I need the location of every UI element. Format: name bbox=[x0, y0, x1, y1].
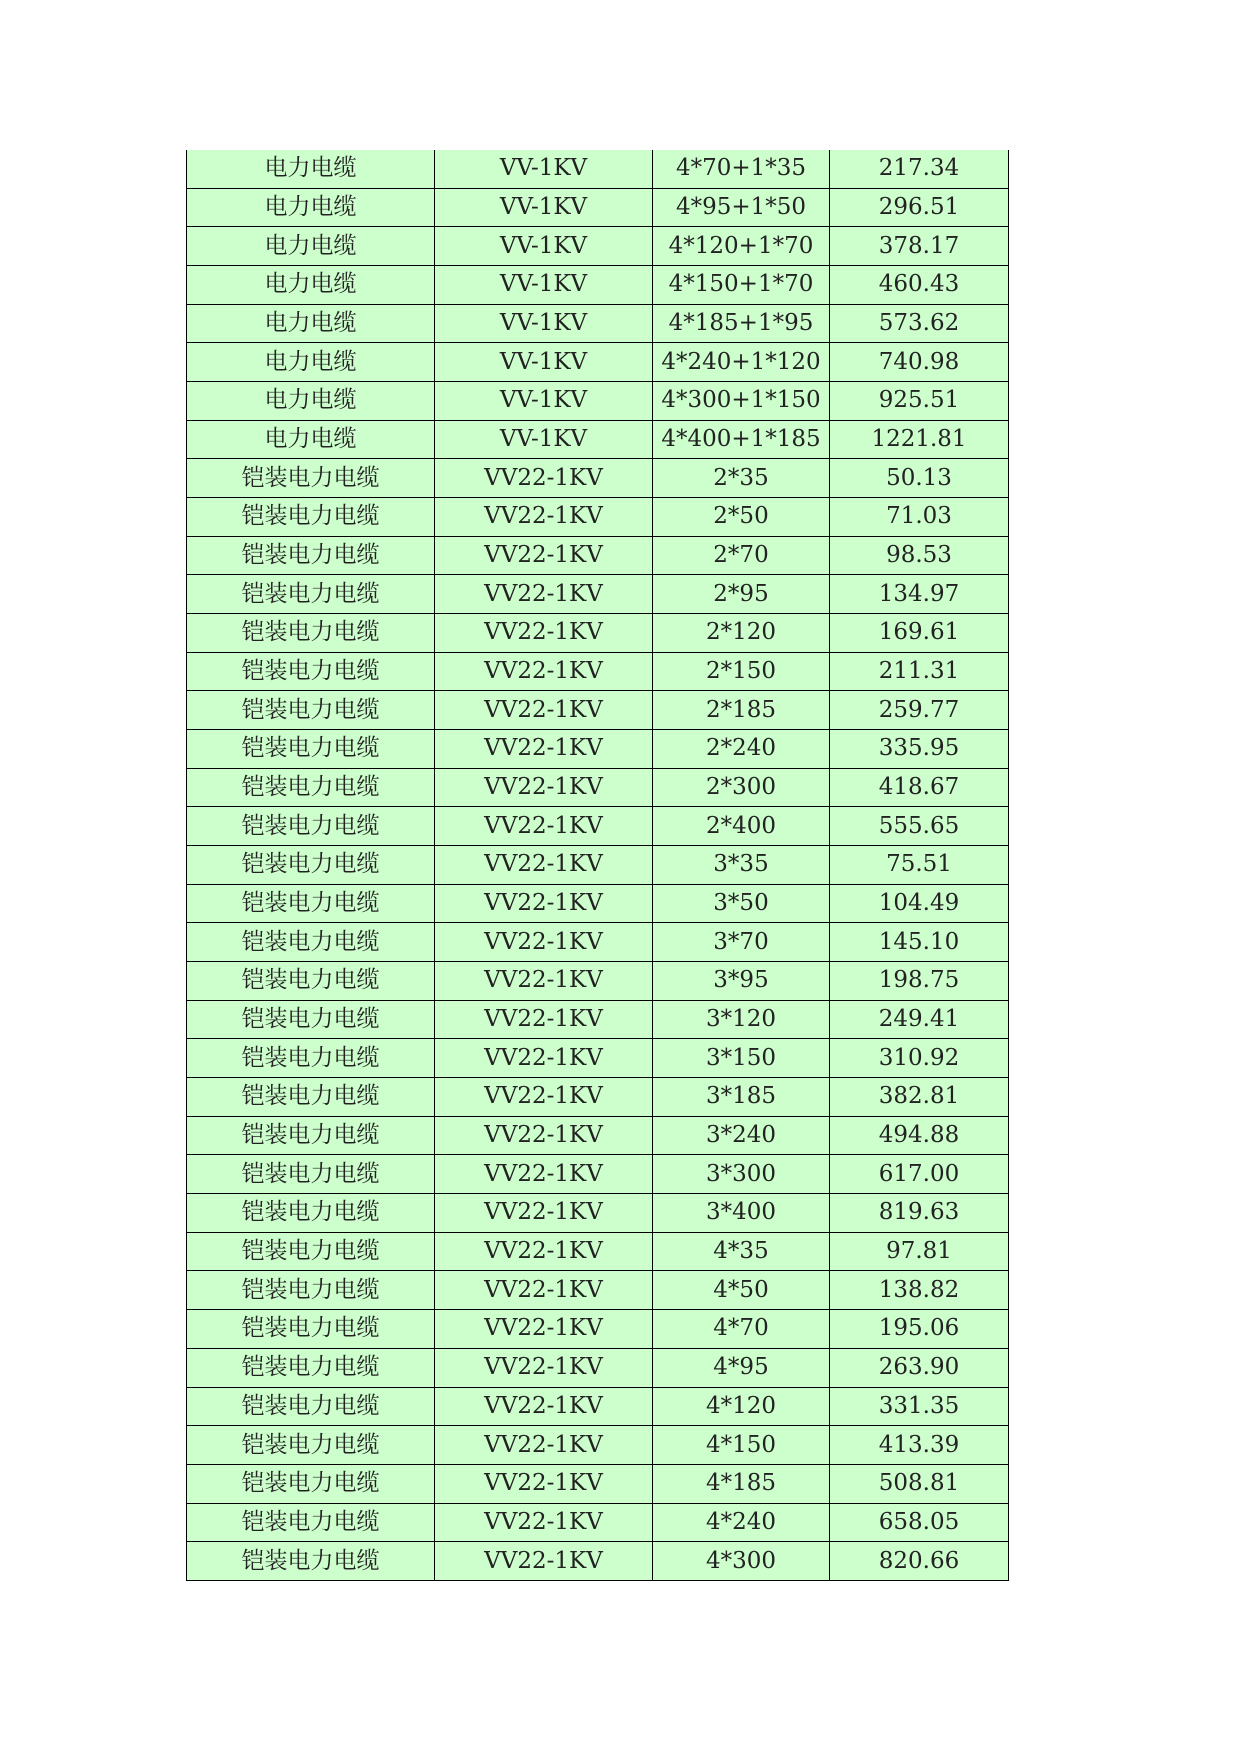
cable-name-cell: 铠装电力电缆 bbox=[187, 846, 435, 885]
specification-cell: 4*300 bbox=[653, 1542, 830, 1581]
specification-cell: 4*240 bbox=[653, 1503, 830, 1542]
cable-name-cell: 电力电缆 bbox=[187, 304, 435, 343]
model-cell: VV22-1KV bbox=[435, 1348, 653, 1387]
cable-name-cell: 电力电缆 bbox=[187, 150, 435, 188]
table-row bbox=[187, 923, 1009, 962]
cable-name-cell: 铠装电力电缆 bbox=[187, 1194, 435, 1233]
cable-name-cell: 铠装电力电缆 bbox=[187, 1348, 435, 1387]
table-row bbox=[187, 807, 1009, 846]
specification-cell: 2*400 bbox=[653, 807, 830, 846]
price-cell: 555.65 bbox=[830, 807, 1009, 846]
table-row bbox=[187, 459, 1009, 498]
model-cell: VV22-1KV bbox=[435, 1039, 653, 1078]
table-row bbox=[187, 962, 1009, 1001]
cable-name-cell: 铠装电力电缆 bbox=[187, 459, 435, 498]
specification-cell: 2*240 bbox=[653, 730, 830, 769]
table-row bbox=[187, 1387, 1009, 1426]
table-row bbox=[187, 884, 1009, 923]
price-cell: 460.43 bbox=[830, 266, 1009, 305]
price-cell: 134.97 bbox=[830, 575, 1009, 614]
model-cell: VV22-1KV bbox=[435, 768, 653, 807]
cable-name-cell: 铠装电力电缆 bbox=[187, 1232, 435, 1271]
model-cell: VV-1KV bbox=[435, 343, 653, 382]
table-row bbox=[187, 1542, 1009, 1581]
model-cell: VV-1KV bbox=[435, 227, 653, 266]
table-row bbox=[187, 150, 1009, 188]
table-row bbox=[187, 652, 1009, 691]
specification-cell: 4*35 bbox=[653, 1232, 830, 1271]
price-cell: 418.67 bbox=[830, 768, 1009, 807]
table-row bbox=[187, 1232, 1009, 1271]
model-cell: VV22-1KV bbox=[435, 691, 653, 730]
price-cell: 198.75 bbox=[830, 962, 1009, 1001]
specification-cell: 3*95 bbox=[653, 962, 830, 1001]
table-row bbox=[187, 1503, 1009, 1542]
cable-name-cell: 铠装电力电缆 bbox=[187, 1387, 435, 1426]
model-cell: VV-1KV bbox=[435, 188, 653, 227]
specification-cell: 4*150 bbox=[653, 1426, 830, 1465]
price-cell: 211.31 bbox=[830, 652, 1009, 691]
cable-name-cell: 电力电缆 bbox=[187, 266, 435, 305]
cable-name-cell: 铠装电力电缆 bbox=[187, 575, 435, 614]
cable-name-cell: 铠装电力电缆 bbox=[187, 652, 435, 691]
model-cell: VV-1KV bbox=[435, 150, 653, 188]
specification-cell: 2*150 bbox=[653, 652, 830, 691]
model-cell: VV22-1KV bbox=[435, 1310, 653, 1349]
model-cell: VV22-1KV bbox=[435, 884, 653, 923]
specification-cell: 4*95+1*50 bbox=[653, 188, 830, 227]
price-cell: 378.17 bbox=[830, 227, 1009, 266]
cable-name-cell: 铠装电力电缆 bbox=[187, 923, 435, 962]
model-cell: VV22-1KV bbox=[435, 575, 653, 614]
table-row bbox=[187, 420, 1009, 459]
cable-name-cell: 铠装电力电缆 bbox=[187, 1078, 435, 1117]
model-cell: VV22-1KV bbox=[435, 962, 653, 1001]
table-row bbox=[187, 1155, 1009, 1194]
specification-cell: 4*240+1*120 bbox=[653, 343, 830, 382]
cable-name-cell: 铠装电力电缆 bbox=[187, 768, 435, 807]
price-cell: 573.62 bbox=[830, 304, 1009, 343]
specification-cell: 4*70+1*35 bbox=[653, 150, 830, 188]
model-cell: VV-1KV bbox=[435, 266, 653, 305]
model-cell: VV22-1KV bbox=[435, 1542, 653, 1581]
cable-name-cell: 铠装电力电缆 bbox=[187, 536, 435, 575]
model-cell: VV-1KV bbox=[435, 382, 653, 421]
model-cell: VV22-1KV bbox=[435, 730, 653, 769]
specification-cell: 4*400+1*185 bbox=[653, 420, 830, 459]
price-cell: 217.34 bbox=[830, 150, 1009, 188]
model-cell: VV22-1KV bbox=[435, 1116, 653, 1155]
model-cell: VV22-1KV bbox=[435, 498, 653, 537]
specification-cell: 2*95 bbox=[653, 575, 830, 614]
cable-name-cell: 铠装电力电缆 bbox=[187, 884, 435, 923]
model-cell: VV22-1KV bbox=[435, 1426, 653, 1465]
price-cell: 169.61 bbox=[830, 614, 1009, 653]
price-cell: 97.81 bbox=[830, 1232, 1009, 1271]
price-cell: 617.00 bbox=[830, 1155, 1009, 1194]
cable-name-cell: 铠装电力电缆 bbox=[187, 614, 435, 653]
price-cell: 331.35 bbox=[830, 1387, 1009, 1426]
specification-cell: 4*185 bbox=[653, 1464, 830, 1503]
model-cell: VV22-1KV bbox=[435, 923, 653, 962]
price-cell: 382.81 bbox=[830, 1078, 1009, 1117]
specification-cell: 3*240 bbox=[653, 1116, 830, 1155]
model-cell: VV22-1KV bbox=[435, 614, 653, 653]
cable-name-cell: 铠装电力电缆 bbox=[187, 1464, 435, 1503]
price-cell: 658.05 bbox=[830, 1503, 1009, 1542]
table-row bbox=[187, 498, 1009, 537]
cable-name-cell: 铠装电力电缆 bbox=[187, 1039, 435, 1078]
table-row bbox=[187, 304, 1009, 343]
table-row bbox=[187, 1000, 1009, 1039]
table-row bbox=[187, 1426, 1009, 1465]
price-cell: 145.10 bbox=[830, 923, 1009, 962]
model-cell: VV22-1KV bbox=[435, 536, 653, 575]
specification-cell: 4*120+1*70 bbox=[653, 227, 830, 266]
cable-price-table bbox=[186, 150, 1009, 1581]
cable-name-cell: 铠装电力电缆 bbox=[187, 498, 435, 537]
price-cell: 263.90 bbox=[830, 1348, 1009, 1387]
model-cell: VV22-1KV bbox=[435, 1271, 653, 1310]
cable-name-cell: 铠装电力电缆 bbox=[187, 1116, 435, 1155]
price-cell: 819.63 bbox=[830, 1194, 1009, 1233]
specification-cell: 4*300+1*150 bbox=[653, 382, 830, 421]
cable-name-cell: 铠装电力电缆 bbox=[187, 962, 435, 1001]
model-cell: VV22-1KV bbox=[435, 1194, 653, 1233]
price-cell: 820.66 bbox=[830, 1542, 1009, 1581]
specification-cell: 4*95 bbox=[653, 1348, 830, 1387]
cable-name-cell: 铠装电力电缆 bbox=[187, 730, 435, 769]
price-cell: 508.81 bbox=[830, 1464, 1009, 1503]
price-cell: 1221.81 bbox=[830, 420, 1009, 459]
specification-cell: 2*120 bbox=[653, 614, 830, 653]
specification-cell: 4*120 bbox=[653, 1387, 830, 1426]
table-row bbox=[187, 691, 1009, 730]
table-row bbox=[187, 188, 1009, 227]
model-cell: VV22-1KV bbox=[435, 652, 653, 691]
table-row bbox=[187, 1078, 1009, 1117]
cable-name-cell: 铠装电力电缆 bbox=[187, 691, 435, 730]
specification-cell: 2*50 bbox=[653, 498, 830, 537]
table-row bbox=[187, 227, 1009, 266]
model-cell: VV22-1KV bbox=[435, 1232, 653, 1271]
price-cell: 335.95 bbox=[830, 730, 1009, 769]
cable-name-cell: 铠装电力电缆 bbox=[187, 1542, 435, 1581]
price-cell: 249.41 bbox=[830, 1000, 1009, 1039]
specification-cell: 3*35 bbox=[653, 846, 830, 885]
table-row bbox=[187, 1194, 1009, 1233]
model-cell: VV22-1KV bbox=[435, 1000, 653, 1039]
table-row bbox=[187, 536, 1009, 575]
cable-name-cell: 电力电缆 bbox=[187, 227, 435, 266]
specification-cell: 4*70 bbox=[653, 1310, 830, 1349]
model-cell: VV-1KV bbox=[435, 304, 653, 343]
specification-cell: 4*185+1*95 bbox=[653, 304, 830, 343]
price-cell: 413.39 bbox=[830, 1426, 1009, 1465]
table-row bbox=[187, 382, 1009, 421]
specification-cell: 3*150 bbox=[653, 1039, 830, 1078]
specification-cell: 3*400 bbox=[653, 1194, 830, 1233]
specification-cell: 3*50 bbox=[653, 884, 830, 923]
table-row bbox=[187, 1348, 1009, 1387]
model-cell: VV22-1KV bbox=[435, 807, 653, 846]
specification-cell: 2*300 bbox=[653, 768, 830, 807]
cable-name-cell: 电力电缆 bbox=[187, 420, 435, 459]
model-cell: VV22-1KV bbox=[435, 459, 653, 498]
price-cell: 740.98 bbox=[830, 343, 1009, 382]
specification-cell: 4*150+1*70 bbox=[653, 266, 830, 305]
table-row bbox=[187, 1116, 1009, 1155]
specification-cell: 3*300 bbox=[653, 1155, 830, 1194]
model-cell: VV22-1KV bbox=[435, 1387, 653, 1426]
table-row bbox=[187, 575, 1009, 614]
price-cell: 195.06 bbox=[830, 1310, 1009, 1349]
table-body bbox=[187, 150, 1009, 1580]
table-row bbox=[187, 730, 1009, 769]
model-cell: VV22-1KV bbox=[435, 1503, 653, 1542]
cable-name-cell: 铠装电力电缆 bbox=[187, 1503, 435, 1542]
cable-name-cell: 铠装电力电缆 bbox=[187, 1000, 435, 1039]
price-cell: 494.88 bbox=[830, 1116, 1009, 1155]
specification-cell: 4*50 bbox=[653, 1271, 830, 1310]
specification-cell: 2*185 bbox=[653, 691, 830, 730]
price-cell: 50.13 bbox=[830, 459, 1009, 498]
cable-name-cell: 电力电缆 bbox=[187, 343, 435, 382]
table-row bbox=[187, 266, 1009, 305]
cable-name-cell: 铠装电力电缆 bbox=[187, 1426, 435, 1465]
specification-cell: 3*70 bbox=[653, 923, 830, 962]
table-row bbox=[187, 768, 1009, 807]
cable-name-cell: 铠装电力电缆 bbox=[187, 1271, 435, 1310]
table-row bbox=[187, 614, 1009, 653]
table-row bbox=[187, 1464, 1009, 1503]
table-row bbox=[187, 1271, 1009, 1310]
price-cell: 310.92 bbox=[830, 1039, 1009, 1078]
specification-cell: 3*120 bbox=[653, 1000, 830, 1039]
price-cell: 138.82 bbox=[830, 1271, 1009, 1310]
specification-cell: 2*35 bbox=[653, 459, 830, 498]
price-cell: 98.53 bbox=[830, 536, 1009, 575]
specification-cell: 2*70 bbox=[653, 536, 830, 575]
price-cell: 259.77 bbox=[830, 691, 1009, 730]
specification-cell: 3*185 bbox=[653, 1078, 830, 1117]
table-row bbox=[187, 343, 1009, 382]
price-cell: 925.51 bbox=[830, 382, 1009, 421]
model-cell: VV22-1KV bbox=[435, 846, 653, 885]
model-cell: VV-1KV bbox=[435, 420, 653, 459]
model-cell: VV22-1KV bbox=[435, 1464, 653, 1503]
price-cell: 296.51 bbox=[830, 188, 1009, 227]
cable-name-cell: 铠装电力电缆 bbox=[187, 807, 435, 846]
table-row bbox=[187, 1310, 1009, 1349]
cable-name-cell: 铠装电力电缆 bbox=[187, 1155, 435, 1194]
price-cell: 104.49 bbox=[830, 884, 1009, 923]
cable-name-cell: 铠装电力电缆 bbox=[187, 1310, 435, 1349]
price-cell: 75.51 bbox=[830, 846, 1009, 885]
model-cell: VV22-1KV bbox=[435, 1155, 653, 1194]
table-row bbox=[187, 846, 1009, 885]
price-cell: 71.03 bbox=[830, 498, 1009, 537]
cable-name-cell: 电力电缆 bbox=[187, 382, 435, 421]
cable-name-cell: 电力电缆 bbox=[187, 188, 435, 227]
model-cell: VV22-1KV bbox=[435, 1078, 653, 1117]
table-row bbox=[187, 1039, 1009, 1078]
